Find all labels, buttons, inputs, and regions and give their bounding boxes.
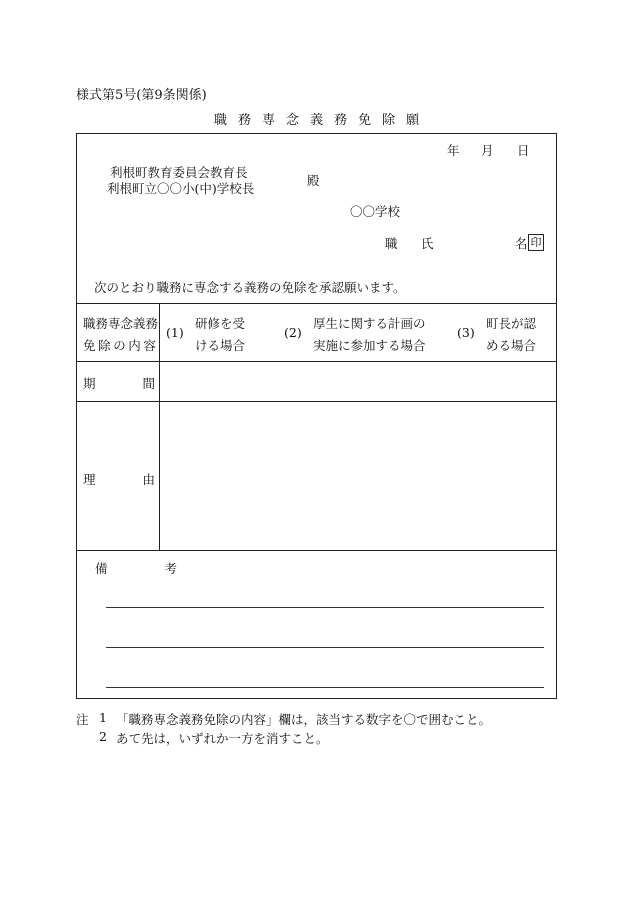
option-3-line1: 町長が認 bbox=[486, 316, 537, 331]
option-1-line2: ける場合 bbox=[195, 338, 246, 353]
date-year: 年 bbox=[447, 143, 460, 158]
title-char: 務 bbox=[334, 113, 359, 128]
date-day: 日 bbox=[517, 143, 530, 158]
option-3-number: (3) bbox=[457, 325, 475, 340]
option-1-line1: 研修を受 bbox=[195, 316, 246, 331]
divider-reason bbox=[77, 550, 556, 551]
remarks-line-2[interactable] bbox=[106, 647, 544, 648]
addressee-school-principal: 利根町立〇〇小(中)学校長 bbox=[107, 181, 255, 196]
applicant-surname-label: 氏 bbox=[421, 236, 434, 251]
title-char: 除 bbox=[382, 113, 407, 128]
note-2-number: 2 bbox=[99, 729, 107, 744]
remarks-label: 備 考 bbox=[95, 561, 177, 576]
title-char: 願 bbox=[406, 113, 431, 128]
content-label-line1: 職務専念義務 bbox=[83, 316, 159, 331]
addressee-education-superintendent: 利根町教育委員会教育長 bbox=[110, 165, 248, 180]
note-1-text: 「職務専念義務免除の内容」欄は，該当する数字を〇で囲むこと。 bbox=[116, 712, 492, 727]
option-2-number: (2) bbox=[284, 325, 302, 340]
title-char: 念 bbox=[286, 113, 311, 128]
divider-content bbox=[77, 361, 556, 362]
content-label-line2: 免除の内容 bbox=[83, 338, 159, 353]
period-label: 期 間 bbox=[83, 376, 155, 391]
addressee-honorific: 殿 bbox=[307, 173, 320, 188]
title-char: 職 bbox=[214, 113, 239, 128]
applicant-given-label: 名 bbox=[515, 236, 528, 251]
applicant-school: 〇〇学校 bbox=[350, 204, 401, 219]
label-column-divider bbox=[159, 303, 160, 550]
form-number: 様式第5号(第9条関係) bbox=[76, 88, 207, 103]
reason-label: 理 由 bbox=[83, 472, 155, 487]
seal-mark: 印 bbox=[528, 234, 544, 251]
divider-period bbox=[77, 401, 556, 402]
period-field[interactable] bbox=[161, 363, 555, 399]
option-3-line2: める場合 bbox=[486, 338, 537, 353]
application-form bbox=[76, 133, 557, 699]
remarks-line-3[interactable] bbox=[106, 687, 544, 688]
option-2-line1: 厚生に関する計画の bbox=[313, 316, 426, 331]
applicant-position-label: 職 bbox=[385, 236, 398, 251]
remarks-line-1[interactable] bbox=[106, 607, 544, 608]
note-1-number: 1 bbox=[99, 710, 107, 725]
option-1-number: (1) bbox=[166, 325, 184, 340]
note-2-text: あて先は，いずれか一方を消すこと。 bbox=[116, 731, 329, 746]
title-char: 務 bbox=[238, 113, 263, 128]
reason-field[interactable] bbox=[161, 403, 555, 549]
option-2-line2: 実施に参加する場合 bbox=[313, 338, 426, 353]
divider-header bbox=[77, 303, 556, 304]
page-title bbox=[214, 109, 430, 128]
date-month: 月 bbox=[481, 143, 494, 158]
title-char: 義 bbox=[310, 113, 335, 128]
title-char: 免 bbox=[358, 113, 383, 128]
notes-prefix: 注 bbox=[76, 712, 89, 727]
title-char: 専 bbox=[262, 113, 287, 128]
request-text: 次のとおり職務に専念する義務の免除を承認願います。 bbox=[94, 280, 406, 295]
